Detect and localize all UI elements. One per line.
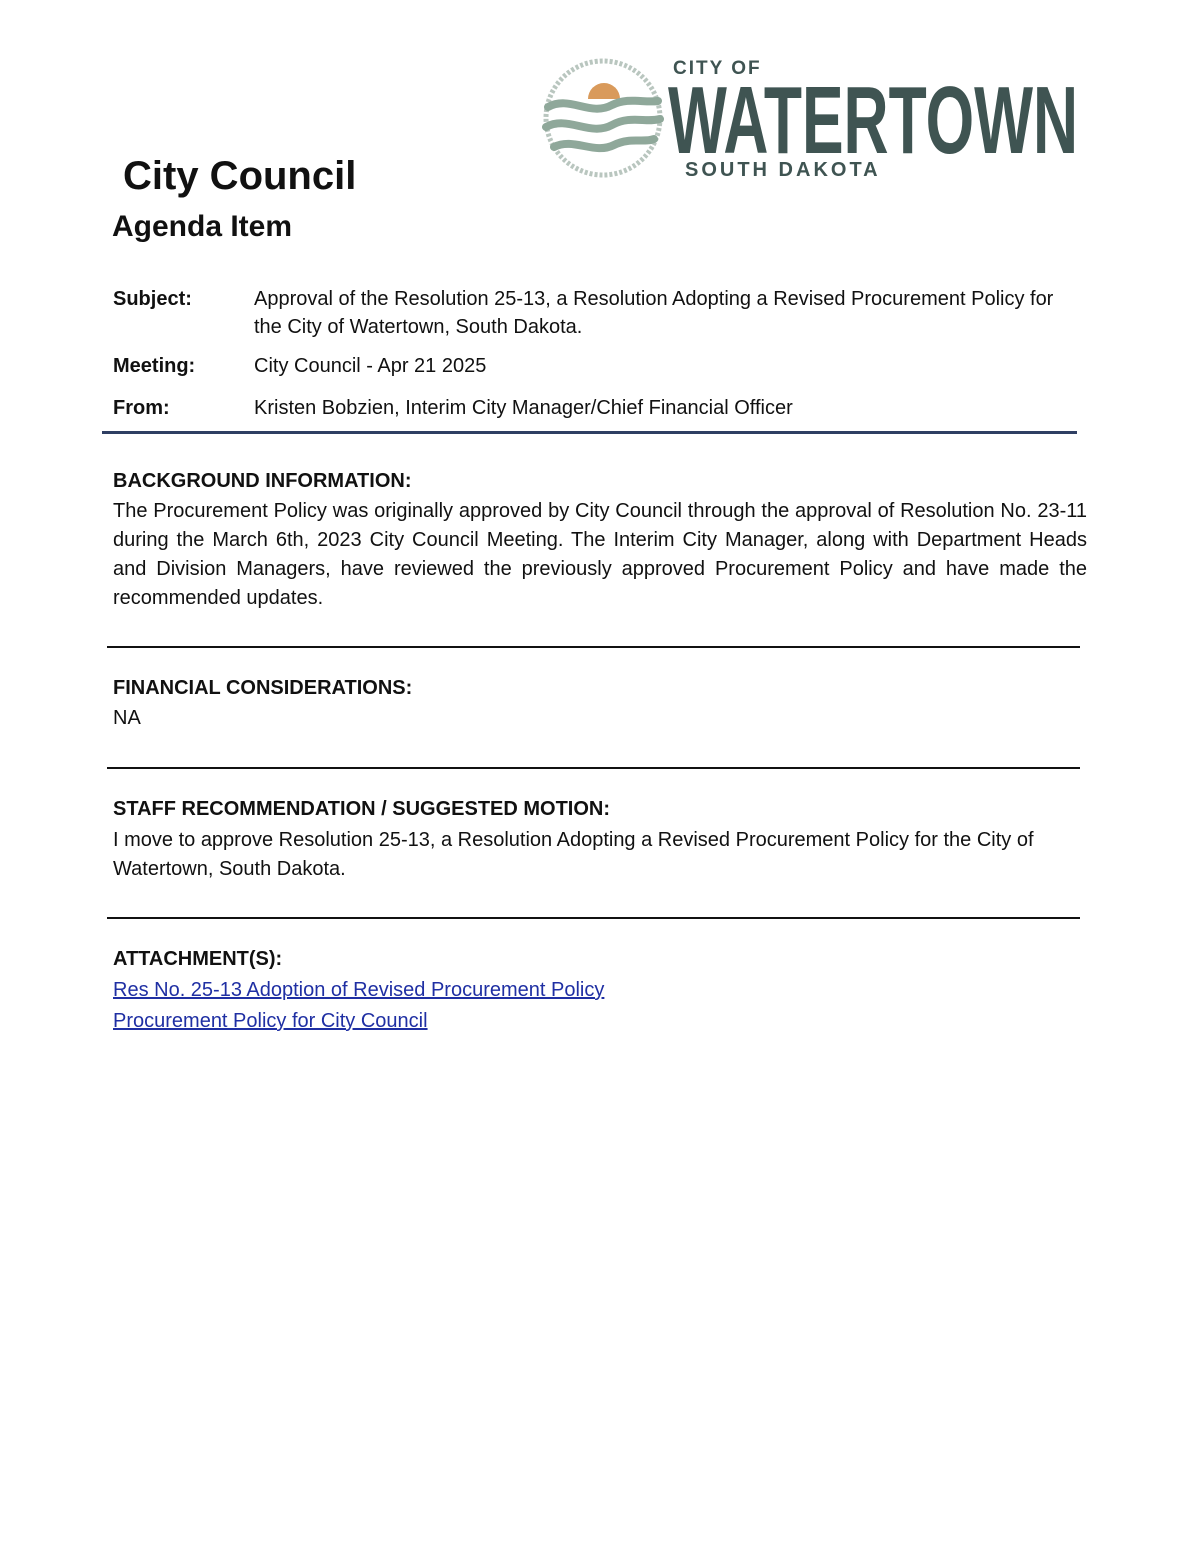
section-divider [107, 917, 1080, 919]
svg-text:WATERTOWN: WATERTOWN [668, 75, 1078, 165]
from-value: Kristen Bobzien, Interim City Manager/Chief Financial Officer [254, 397, 793, 419]
logo-state: SOUTH DAKOTA [685, 159, 881, 181]
recommendation-body: I move to approve Resolution 25-13, a Resolution Adopting a Revised Procurement Policy for the City of Watertown, South Dakota. [113, 829, 1034, 880]
page-title: City Council [123, 154, 357, 198]
section-divider [107, 767, 1080, 769]
background-heading: BACKGROUND INFORMATION: [113, 470, 412, 492]
from-label: From: [113, 397, 170, 419]
meeting-label: Meeting: [113, 355, 196, 377]
attachment-link-resolution[interactable]: Res No. 25-13 Adoption of Revised Procurement Policy [113, 979, 605, 1001]
attachments-heading: ATTACHMENT(S): [113, 948, 283, 970]
financial-body: NA [113, 707, 141, 729]
subject-value: Approval of the Resolution 25-13, a Resolution Adopting a Revised Procurement Policy for the City of Watertown, South Dakota. [254, 288, 1054, 338]
meeting-value: City Council - Apr 21 2025 [254, 355, 487, 377]
subject-label: Subject: [113, 288, 192, 310]
section-divider [107, 646, 1080, 648]
page-subtitle: Agenda Item [112, 210, 293, 243]
background-body: The Procurement Policy was originally approved by City Council through the approval of Resolution No. 23-11 during the March 6th, 2023 City Council Meeting. The Interim City Manager, along with Department Heads and Division Managers, have reviewed the previously approved Procurement Policy and have made the recommended updates. [113, 500, 1087, 609]
logo-city-name [668, 75, 1081, 165]
attachment-link-policy[interactable]: Procurement Policy for City Council [113, 1010, 428, 1032]
logo-city-of: CITY OF [673, 58, 762, 79]
financial-heading: FINANCIAL CONSIDERATIONS: [113, 677, 413, 699]
logo-emblem-icon [540, 55, 666, 181]
recommendation-heading: STAFF RECOMMENDATION / SUGGESTED MOTION: [113, 798, 611, 820]
header-divider [102, 431, 1077, 434]
city-logo [540, 55, 1085, 185]
